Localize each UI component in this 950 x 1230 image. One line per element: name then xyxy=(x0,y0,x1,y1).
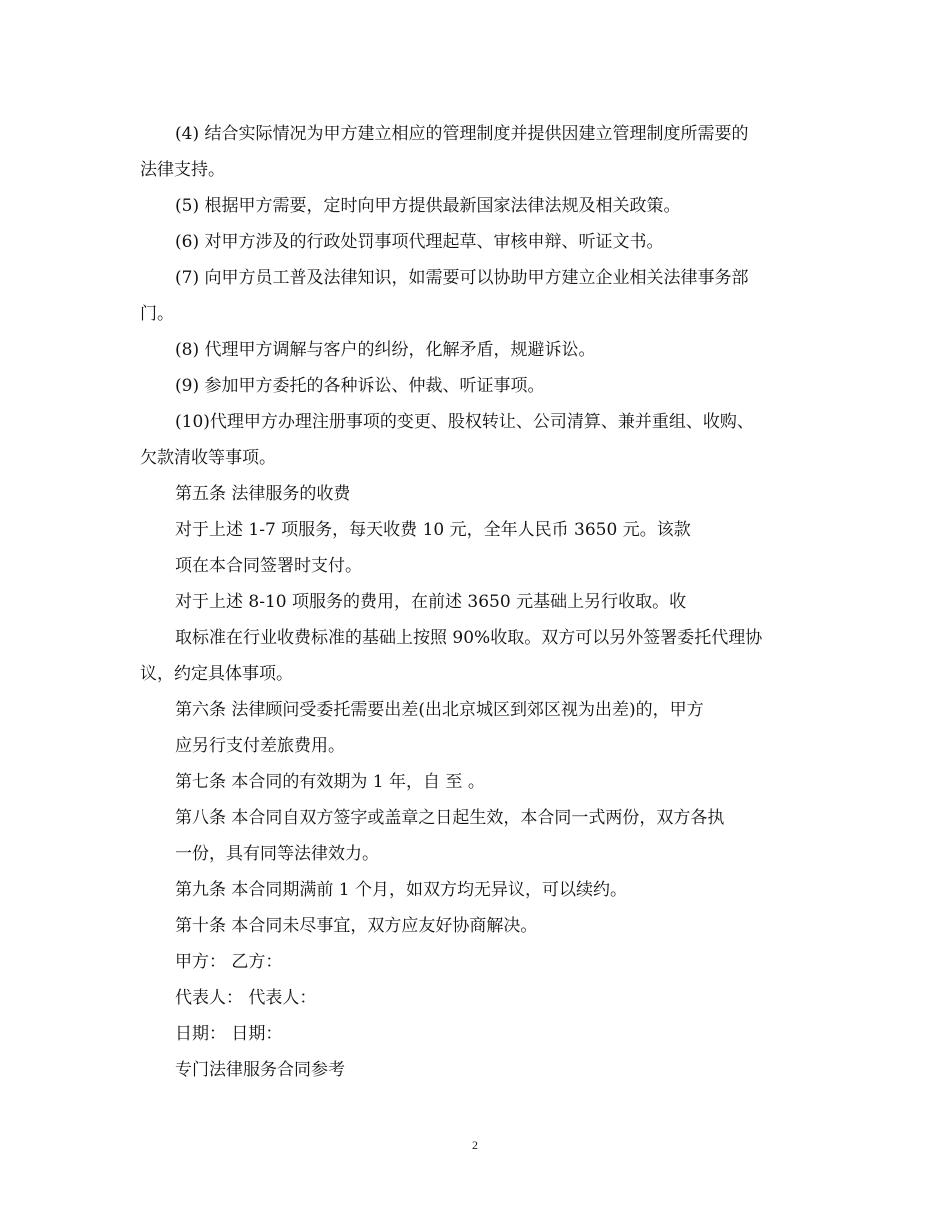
text-line: 欠款清收等事项。 xyxy=(140,448,276,468)
text-line: (8) 代理甲方调解与客户的纠纷，化解矛盾，规避诉讼。 xyxy=(175,340,596,360)
text-line: 日期： 日期： xyxy=(175,1024,283,1044)
text-line: (5) 根据甲方需要，定时向甲方提供最新国家法律法规及相关政策。 xyxy=(175,196,681,216)
text-line: 取标准在行业收费标准的基础上按照 90%收取。双方可以另外签署委托代理协 xyxy=(175,628,763,648)
document-body xyxy=(140,116,820,1088)
text-line: 第十条 本合同未尽事宜，双方应友好协商解决。 xyxy=(175,916,538,936)
text-line: 法律支持。 xyxy=(140,160,225,180)
text-line: 门。 xyxy=(140,304,174,324)
text-line: 项在本合同签署时支付。 xyxy=(175,556,362,576)
text-line: 第六条 法律顾问受委托需要出差(出北京城区到郊区视为出差)的，甲方 xyxy=(175,700,704,720)
text-line: 第七条 本合同的有效期为 1 年，自 至 。 xyxy=(175,772,485,792)
text-line: 对于上述 1-7 项服务，每天收费 10 元，全年人民币 3650 元。该款 xyxy=(175,520,691,540)
text-line: 甲方： 乙方： xyxy=(175,952,283,972)
text-line: 议，约定具体事项。 xyxy=(140,664,293,684)
text-line: 对于上述 8-10 项服务的费用，在前述 3650 元基础上另行收取。收 xyxy=(175,592,687,612)
text-line: 第八条 本合同自双方签字或盖章之日起生效，本合同一式两份，双方各执 xyxy=(175,808,725,828)
text-line: (6) 对甲方涉及的行政处罚事项代理起草、审核申辩、听证文书。 xyxy=(175,232,664,252)
text-line: (10)代理甲方办理注册事项的变更、股权转让、公司清算、兼并重组、收购、 xyxy=(175,412,754,432)
text-line: 应另行支付差旅费用。 xyxy=(175,736,345,756)
text-line: 第九条 本合同期满前 1 个月，如双方均无异议，可以续约。 xyxy=(175,880,628,900)
text-line: (4) 结合实际情况为甲方建立相应的管理制度并提供因建立管理制度所需要的 xyxy=(175,124,749,144)
text-line: 代表人： 代表人： xyxy=(175,988,317,1008)
text-line: (7) 向甲方员工普及法律知识，如需要可以协助甲方建立企业相关法律事务部 xyxy=(175,268,749,288)
page-number: 2 xyxy=(472,1138,478,1152)
text-line: (9) 参加甲方委托的各种诉讼、仲裁、听证事项。 xyxy=(175,376,545,396)
text-line: 第五条 法律服务的收费 xyxy=(175,484,351,504)
text-line: 一份，具有同等法律效力。 xyxy=(175,844,379,864)
text-line: 专门法律服务合同参考 xyxy=(175,1060,345,1080)
